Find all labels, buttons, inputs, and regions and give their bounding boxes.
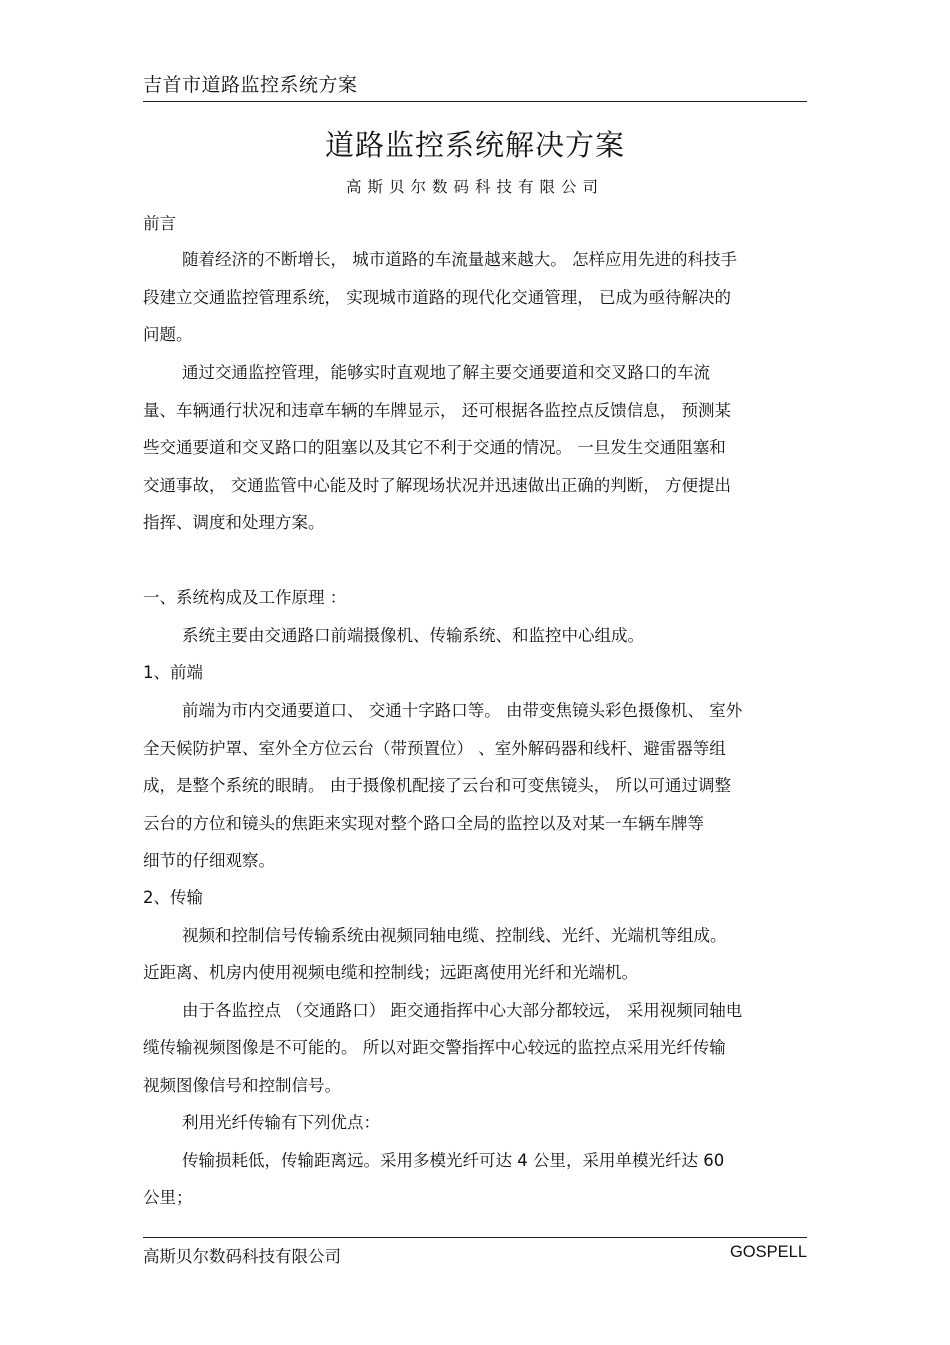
paragraph-line: 传输损耗低，传输距离远。采用多模光纤可达 4 公里，采用单模光纤达 60 xyxy=(182,1151,725,1170)
paragraph-line: 前端为市内交通要道口、 交通十字路口等。 由带变焦镜头彩色摄像机、 室外 xyxy=(182,701,743,720)
paragraph-line: 细节的仔细观察。 xyxy=(143,851,275,870)
subsection-heading-frontend: 1、前端 xyxy=(143,663,203,682)
footer-brand: GOSPELL xyxy=(729,1243,807,1261)
paragraph-line: 公里； xyxy=(143,1188,193,1207)
paragraph-line: 缆传输视频图像是不可能的。 所以对距交警指挥中心较远的监控点采用光纤传输 xyxy=(143,1038,726,1057)
document-subtitle: 高斯贝尔数码科技有限公司 xyxy=(345,178,604,196)
subsection-heading-transmission: 2、传输 xyxy=(143,888,203,907)
paragraph-line: 云台的方位和镜头的焦距来实现对整个路口全局的监控以及对某一车辆车牌等 xyxy=(143,814,704,833)
paragraph-line: 由于各监控点 （交通路口） 距交通指挥中心大部分都较远， 采用视频同轴电 xyxy=(182,1001,743,1020)
section-heading-preface: 前言 xyxy=(143,214,176,233)
paragraph-line: 些交通要道和交叉路口的阻塞以及其它不利于交通的情况。 一旦发生交通阻塞和 xyxy=(143,438,726,457)
document-title: 道路监控系统解决方案 xyxy=(324,128,625,162)
paragraph-line: 视频图像信号和控制信号。 xyxy=(143,1076,341,1095)
paragraph-line: 系统主要由交通路口前端摄像机、传输系统、和监控中心组成。 xyxy=(182,626,644,645)
paragraph-line: 随着经济的不断增长， 城市道路的车流量越来越大。 怎样应用先进的科技手 xyxy=(182,250,737,269)
running-header: 吉首市道路监控系统方案 xyxy=(143,74,358,96)
paragraph-line: 利用光纤传输有下列优点： xyxy=(182,1113,380,1132)
paragraph-line: 段建立交通监控管理系统， 实现城市道路的现代化交通管理， 已成为亟待解决的 xyxy=(143,288,731,307)
paragraph-line: 指挥、调度和处理方案。 xyxy=(143,513,325,532)
paragraph-line: 近距离、机房内使用视频电缆和控制线；远距离使用光纤和光端机。 xyxy=(143,963,638,982)
paragraph-line: 视频和控制信号传输系统由视频同轴电缆、控制线、光纤、光端机等组成。 xyxy=(182,926,727,945)
footer-rule xyxy=(143,1237,807,1238)
paragraph-line: 通过交通监控管理，能够实时直观地了解主要交通要道和交叉路口的车流 xyxy=(182,363,710,382)
paragraph-line: 成，是整个系统的眼睛。 由于摄像机配接了云台和可变焦镜头， 所以可通过调整 xyxy=(143,776,731,795)
section-heading-system: 一、系统构成及工作原理 ： xyxy=(143,588,347,607)
header-rule xyxy=(143,101,807,102)
paragraph-line: 量、车辆通行状况和违章车辆的车牌显示， 还可根据各监控点反馈信息， 预测某 xyxy=(143,401,731,420)
paragraph-line: 交通事故， 交通监管中心能及时了解现场状况并迅速做出正确的判断， 方便提出 xyxy=(143,476,731,495)
paragraph-line: 全天候防护罩、室外全方位云台（带预置位） 、室外解码器和线杆、避雷器等组 xyxy=(143,739,726,758)
paragraph-line: 问题。 xyxy=(143,325,193,344)
footer-company: 高斯贝尔数码科技有限公司 xyxy=(143,1247,341,1266)
